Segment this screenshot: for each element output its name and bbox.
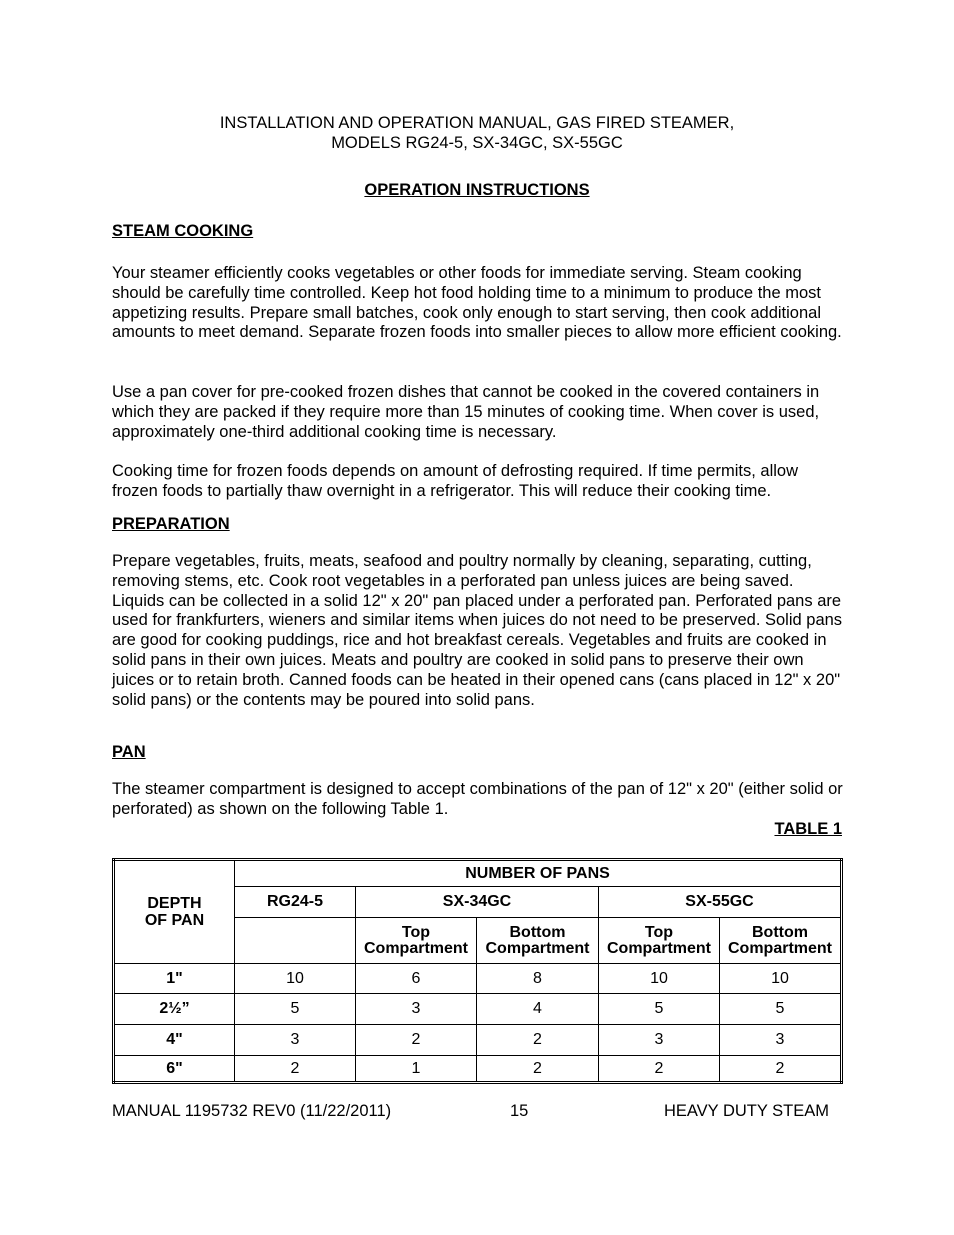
value-cell: 10: [720, 964, 842, 994]
value-cell: 2: [599, 1056, 720, 1083]
paragraph-text: Your steamer efficiently cooks vegetables or other foods for immediate serving. Steam cooking should be carefully time controlled. Keep hot food holding time to a minimum to produce the most appetizing results. Prepare small batches, cook only enough to start serving, then cook additional amounts to meet demand. Separate frozen foods into smaller pieces to allow more efficient cooking.: [112, 264, 842, 342]
number-of-pans-header: NUMBER OF PANS: [235, 860, 842, 887]
depth-cell: 2½”: [114, 994, 235, 1025]
subheader-top-compartment: [356, 918, 477, 964]
subheader-text: Bottom Compartment: [485, 923, 590, 957]
value-cell: 2: [356, 1025, 477, 1056]
section-heading-steam-cooking: STEAM COOKING: [112, 222, 254, 240]
depth-cell: 4": [114, 1025, 235, 1056]
value-cell: 1: [356, 1056, 477, 1083]
steam-cooking-paragraph-1: [112, 264, 847, 343]
value-cell: 8: [477, 964, 599, 994]
section-heading-pan: PAN: [112, 743, 146, 761]
value-cell: 5: [235, 994, 356, 1025]
preparation-paragraph: [112, 552, 847, 710]
depth-of-pan-header: [114, 860, 235, 964]
value-cell: 6: [356, 964, 477, 994]
table-row: [114, 1056, 842, 1083]
subheader-text: Top Compartment: [364, 923, 469, 957]
paragraph-text: Cooking time for frozen foods depends on amount of defrosting required. If time permits, allow frozen foods to partially thaw overnight in a refrigerator. This will reduce their cooking time.: [112, 462, 799, 500]
empty-subheader-cell: [235, 918, 356, 964]
footer-manual-id: MANUAL 1195732 REV0 (11/22/2011): [112, 1102, 392, 1120]
value-cell: 4: [477, 994, 599, 1025]
section-heading-preparation: PREPARATION: [112, 515, 230, 533]
steam-cooking-paragraph-2: [112, 383, 847, 442]
pan-paragraph: [112, 780, 847, 820]
footer-page-number: 15: [510, 1102, 529, 1120]
value-cell: 5: [599, 994, 720, 1025]
subheader-text: Bottom Compartment: [728, 923, 833, 957]
footer-section-title: HEAVY DUTY STEAM: [663, 1102, 829, 1120]
depth-cell: 1": [114, 964, 235, 994]
value-cell: 3: [356, 994, 477, 1025]
value-cell: 10: [235, 964, 356, 994]
header-line-2: MODELS RG24-5, SX-34GC, SX-55GC: [331, 134, 623, 152]
subheader-bottom-compartment: [720, 918, 842, 964]
value-cell: 3: [720, 1025, 842, 1056]
model-header-sx-34gc: SX-34GC: [356, 887, 599, 918]
paragraph-text: Use a pan cover for pre-cooked frozen dishes that cannot be cooked in the covered containers in which they are packed if they require more than 15 minutes of cooking time. When cover is used, approximately one-third additional cooking time is necessary.: [112, 383, 820, 441]
pans-table: [112, 858, 843, 1084]
value-cell: 2: [477, 1056, 599, 1083]
document-header: [0, 113, 954, 153]
depth-cell: 6": [114, 1056, 235, 1083]
subheader-text: Top Compartment: [607, 923, 712, 957]
value-cell: 2: [235, 1056, 356, 1083]
table-row: [114, 1025, 842, 1056]
model-header-rg24-5: RG24-5: [235, 887, 356, 918]
value-cell: 3: [599, 1025, 720, 1056]
value-cell: 3: [235, 1025, 356, 1056]
table-row: [114, 994, 842, 1025]
subheader-top-compartment: [599, 918, 720, 964]
depth-header-text: DEPTH OF PAN: [144, 895, 205, 929]
value-cell: 2: [477, 1025, 599, 1056]
page-title: OPERATION INSTRUCTIONS: [364, 181, 590, 199]
paragraph-text: Prepare vegetables, fruits, meats, seafood and poultry normally by cleaning, separating, cutting, removing stems, etc. Cook root vegetables in a perforated pan unless juices are being saved. Liquids can be collected in a solid 12" x 20" pan placed under a perforated pan. Perforated pans are used for frankfurters, wieners and similar items when juices do not need to be preserved. Solid pans are good for cooking puddings, rice and hot breakfast cereals. Vegetables and fruits are cooked in solid pans in their own juices. Meats and poultry are cooked in solid pans to preserve their own juices or to retain broth. Canned foods can be heated in their opened cans (cans placed in 12" x 20" solid pans) or the contents may be poured into solid pans.: [112, 552, 843, 709]
value-cell: 2: [720, 1056, 842, 1083]
value-cell: 5: [720, 994, 842, 1025]
subheader-bottom-compartment: [477, 918, 599, 964]
value-cell: 10: [599, 964, 720, 994]
paragraph-text: The steamer compartment is designed to accept combinations of the pan of 12" x 20" (either solid or perforated) as shown on the following Table 1.: [112, 780, 843, 818]
steam-cooking-paragraph-3: [112, 462, 847, 502]
table-row: [114, 964, 842, 994]
table-caption: TABLE 1: [774, 820, 842, 838]
model-header-sx-55gc: SX-55GC: [599, 887, 842, 918]
header-line-1: INSTALLATION AND OPERATION MANUAL, GAS FIRED STEAMER,: [219, 114, 735, 132]
